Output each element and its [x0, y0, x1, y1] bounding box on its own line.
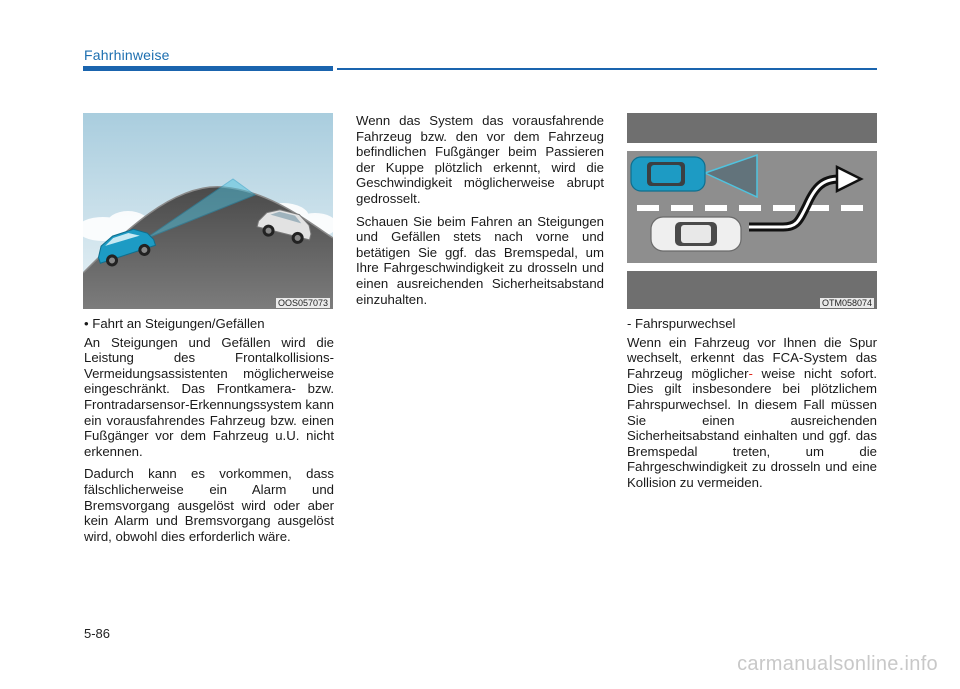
page-number: 5-86: [84, 626, 111, 641]
column-left: [84, 316, 334, 551]
section-title: Fahrhinweise: [84, 47, 170, 63]
bullet-heading: • Fahrt an Steigungen/Gefällen: [84, 316, 265, 331]
paragraph: [627, 335, 877, 491]
subheading: - Fahrspurwechsel: [627, 316, 736, 331]
white-car: [651, 217, 741, 251]
paragraph-part: Wenn ein Fahrzeug vor Ihnen die Spur wechselt, erkennt das FCA-System das Fahrzeug möglicher: [627, 334, 877, 381]
figure-code-right: OTM058074: [821, 298, 872, 308]
watermark: carmanualsonline.info: [737, 653, 938, 675]
paragraph-part: weise nicht sofort. Dies gilt insbesondere bei plötzlichem Fahrspurwechsel. In diesem Fall müssen Sie einen ausreichenden Sicherheitsabstand einhalten und ggf. das Bremspedal treten, um die Fahrgeschwindigkeit zu drosseln und eine Kollision zu vermeiden.: [627, 365, 878, 490]
paragraph: Schauen Sie beim Fahren an Steigungen und Gefällen stets nach vorne und betätigen Sie ggf. das Bremspedal, um Ihre Fahrgeschwindigkeit zu drosseln und einen ausreichenden Sicherheitsabstand einzuhalten.: [356, 213, 604, 307]
header-rule-thick: [83, 66, 333, 71]
lane-change-illustration: [627, 113, 877, 309]
column-right: [627, 316, 877, 498]
paragraph: Dadurch kann es vorkommen, dass fälschlicherweise ein Alarm und Bremsvorgang ausgelöst wird oder aber kein Alarm und Bremsvorgang ausgelöst wird, obwohl dies erforderlich wäre.: [84, 466, 334, 544]
lane-change-svg: [627, 113, 877, 309]
paragraph: An Steigungen und Gefällen wird die Leistung des Frontalkollisions-Vermeidungsassistenten möglicherweise eingeschränkt. Das Frontkamera- bzw. Frontradarsensor-Erkennungssystem kann ein vorausfahrendes Fahrzeug bzw. einen Fußgänger vor dem Fahrzeug u.U. nicht erkennen.: [84, 334, 334, 459]
blue-car: [631, 157, 705, 191]
hill-scene-svg: [83, 113, 333, 309]
soft-hyphen: -: [748, 365, 753, 381]
paragraph: Wenn das System das vorausfahrende Fahrzeug bzw. den vor dem Fahrzeug befindlichen Fußgänger beim Passieren der Kuppe plötzlich erkennt, wird die Geschwindigkeit möglicherweise abrupt gedrosselt.: [356, 113, 604, 206]
hill-illustration: [83, 113, 333, 309]
header-rule-thin: [337, 68, 877, 70]
figure-code-left: OOS057073: [277, 298, 328, 308]
column-middle: [356, 113, 604, 314]
